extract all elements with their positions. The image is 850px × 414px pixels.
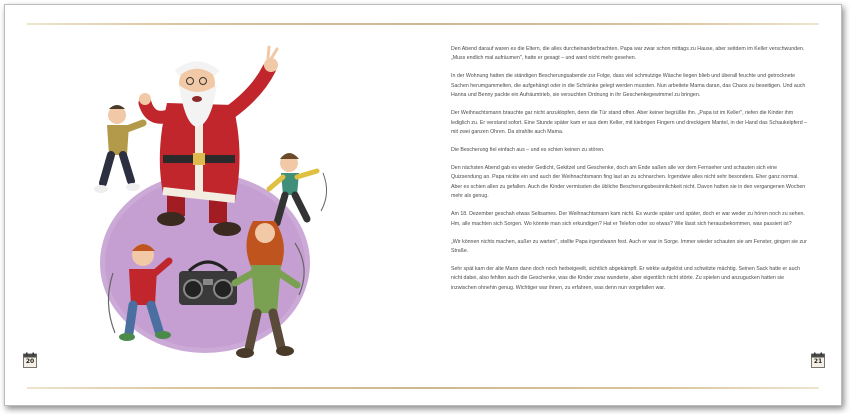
top-gold-rule <box>27 23 819 25</box>
paragraph: Den nächsten Abend gab es wieder Gedicht, Gekitzel und Geschenke, doch am Ende saßen alle vor dem Fernseher und schauten sich eine Quizsendung an. Papa nickte ein und auch der Weihnachtsmann fing laut an zu schnarchen. Irgendwie alles nicht sehr besonders. Eher ganz normal. Aber es schien allen zu gefallen. Auch die Kinder vermissten die übliche Bescherungsbesinnlichkeit nicht. Davon hatten sie in den vergangenen Wochen mehr als genug. <box>451 165 806 200</box>
paragraph: Sehr spät kam der alte Mann dann doch noch herbeigeeilt, sichtlich abgekämpft. Er wirkte aufgelöst und schwitzte mächtig. Seinen Sack hatte er auch nicht dabei, also fehlten auch die Geschenke, was die Kinder zwar wunderte, aber eigentlich nicht störte. Zu spielen und anzugucken hatten sie inzwischen ohnehin genug. Wichtiger war ihnen, zu erfahren, was denn nun vorgefallen war. <box>451 266 801 291</box>
paragraph: „Wir können nichts machen, außer zu warten", stellte Papa irgendwann fest. Auch er war in Sorge. Immer wieder schauten sie am Fenster, gingen sie zur Straße. <box>451 238 807 255</box>
calendar-icon-left <box>23 352 37 368</box>
paragraph: Am 18. Dezember geschah etwas Seltsames. Der Weihnachtsmann kam nicht. Es wurde später und später, doch er war weder zu hören noch zu sehen. Hm, alle machten sich Sorgen. Wo könnte man sich erkundigen? Hat er Telefon oder so etwas? Wie lässt sich herausbekommen, was passiert ist? <box>451 211 805 227</box>
paragraph: Den Abend darauf waren es die Eltern, die alles durcheinanderbrachten. Papa war zwar schon mittags zu Hause, aber seitdem im Keller verschwunden. „Muss endlich mal aufräumen", hatte er gesagt – und ward nicht mehr gesehen. <box>451 46 805 62</box>
dancing-boy-left <box>94 105 143 193</box>
calendar-icon-right <box>811 352 825 368</box>
story-text-column <box>451 45 809 302</box>
paragraph: Der Weihnachtsmann brauchte gar nicht anzuklopfen, denn die Tür stand offen. Aber keiner begrüßte ihn. „Papa ist im Keller", riefen die Kinder ihm lediglich zu. Er verstand sofort. Eine Stunde später kam er aus dem Keller, mit kiebrigen Fingern und dreckigem Mantel, in der Hand das Schaukelpferd – mit zwei ganzen Ohren. Da strahlte auch Mama. <box>451 110 808 136</box>
bottom-gold-rule <box>27 387 819 389</box>
paragraph: In der Wohnung hatten die ständigen Bescherungsabende zur Folge, dass viel schmutzige Wäsche liegen blieb und überall feuchte und getrocknete Sachen herumgammelten, die aufgehängt oder in die Schränke gelegt werden mussten. Nun arbeitete Mama daran, das Chaos zu beseitigen. Und auch Hanna und Benny packte ein Aufräumtrieb, sie versuchten Ordnung in ihr Geschenkegewimmel zu bringen. <box>451 73 806 99</box>
calendar-day-number: 20 <box>25 358 35 365</box>
calendar-day-number: 21 <box>813 358 823 365</box>
book-spread <box>4 4 842 406</box>
paragraph: Die Bescherung fiel einfach aus – und es schien keinen zu stören. <box>451 147 605 154</box>
dancing-santa-illustration <box>85 43 345 373</box>
